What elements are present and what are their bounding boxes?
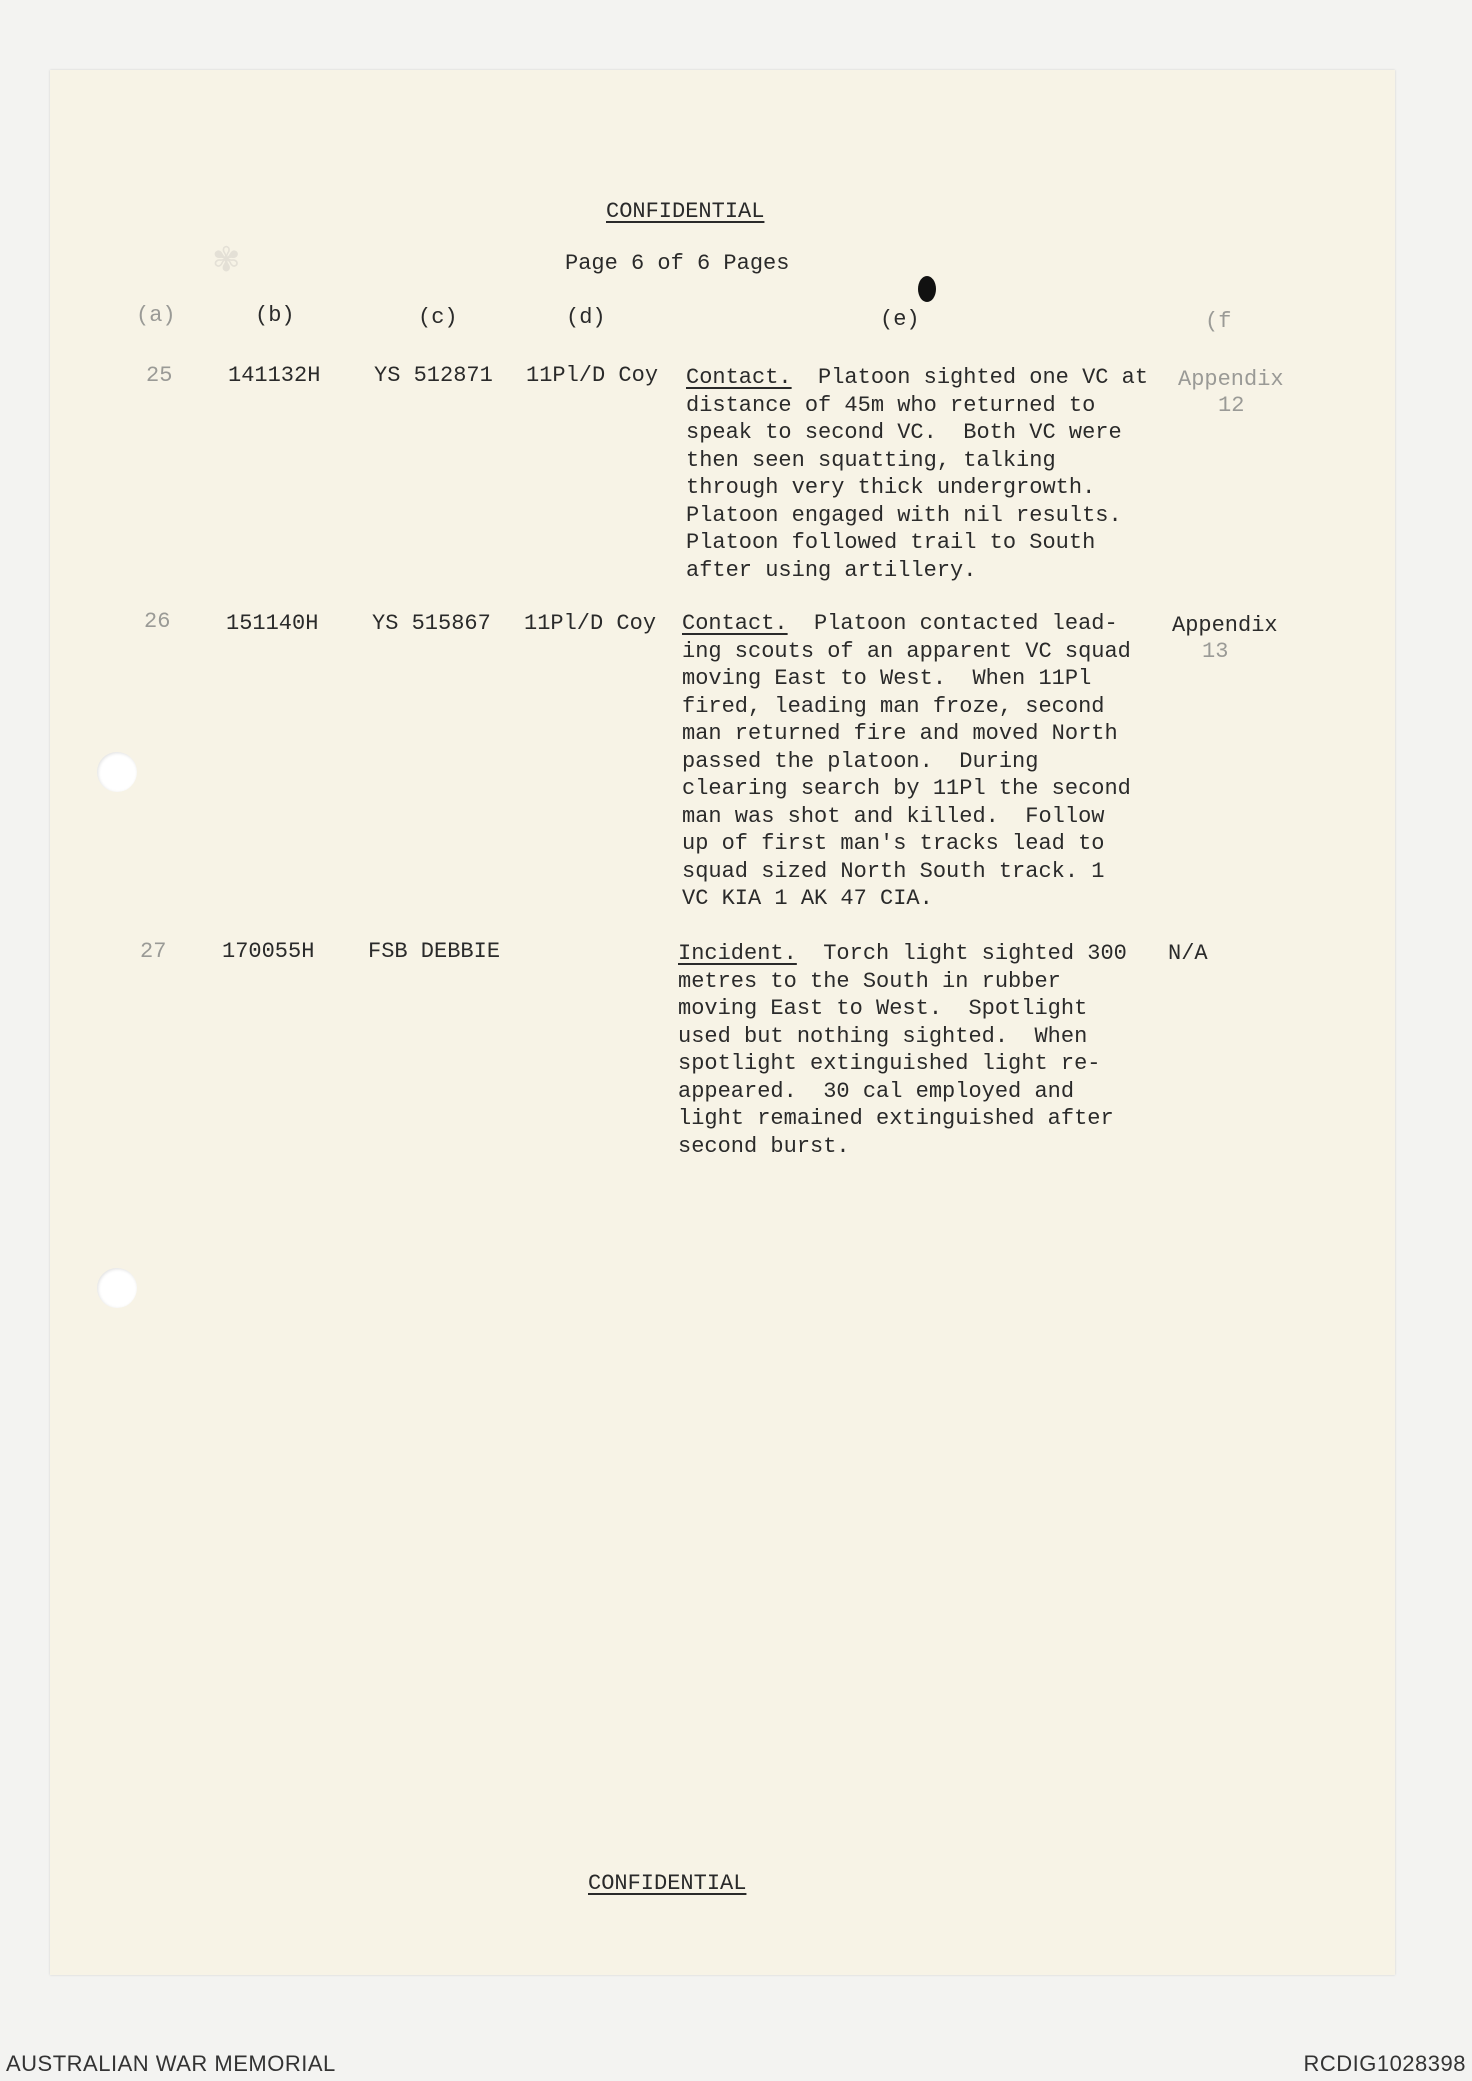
column-header-c: (c) [418,305,458,330]
dtg-cell: 151140H [226,611,319,636]
embossed-seal-icon: ✾ [212,240,241,280]
event-type: Contact. [686,365,792,390]
unit-cell: 11Pl/D Coy [526,363,659,388]
column-header-b: (b) [255,303,295,328]
narrative-cell: Contact. Platoon contacted lead- ing scouts of an apparent VC squad moving East to West. When 11Pl fired, leading man froze, second man returned fire and moved North passed the platoon. During clearing search by 11Pl the second man was shot and killed. Follow up of first man's tracks lead to squad sized North South track. 1 VC KIA 1 AK 47 CIA. [682,611,1131,911]
punch-hole [97,752,137,792]
archive-credit: AUSTRALIAN WAR MEMORIAL [6,2051,336,2076]
serial-cell: 25 [146,363,173,388]
document-page [50,70,1395,1975]
column-header-d: (d) [566,305,606,330]
archive-id: RCDIG1028398 [1303,2051,1466,2076]
unit-cell: 11Pl/D Coy [524,611,657,636]
ink-blot [918,276,936,302]
punch-hole [97,1268,137,1308]
event-type: Contact. [682,611,788,636]
column-header-e: (e) [880,307,920,332]
event-type: Incident. [678,941,797,966]
classification-footer: CONFIDENTIAL [588,1871,747,1896]
dtg-cell: 170055H [222,939,315,964]
serial-cell: 26 [144,609,171,634]
reference-cell-number: 12 [1218,393,1245,418]
narrative-cell: Contact. Platoon sighted one VC at distance of 45m who returned to speak to second VC. Both VC were then seen squatting, talking through very thick undergrowth. Platoon engaged with nil results. Platoon followed trail to South after using artillery. [686,365,1149,583]
serial-cell: 27 [140,939,167,964]
location-cell: YS 512871 [374,363,493,388]
classification-header: CONFIDENTIAL [606,199,765,224]
reference-cell: Appendix [1178,367,1284,392]
location-cell: FSB DEBBIE [368,939,501,964]
column-header-f: (f [1205,309,1232,334]
dtg-cell: 141132H [228,363,321,388]
location-cell: YS 515867 [372,611,491,636]
reference-cell-number: 13 [1202,639,1229,664]
narrative-cell: Incident. Torch light sighted 300 metres to the South in rubber moving East to West. Spotlight used but nothing sighted. When spotlight extinguished light re- appeared. 30 cal employed and light remained extinguished after second burst. [678,941,1127,1159]
reference-cell: N/A [1168,941,1208,966]
page-label: Page 6 of 6 Pages [565,251,790,276]
column-header-a: (a) [136,303,176,328]
reference-cell: Appendix [1172,613,1278,638]
